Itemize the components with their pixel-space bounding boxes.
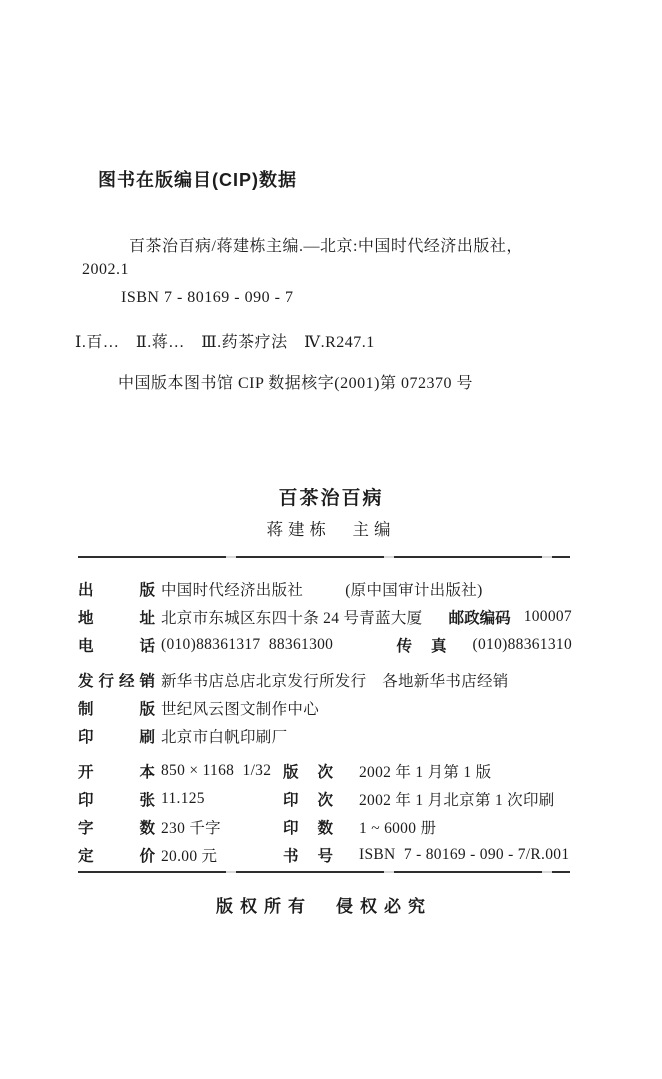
- row-note: (原中国审计出版社): [345, 582, 483, 599]
- row-label: 制版: [78, 701, 155, 718]
- copyright-notice: 版权所有 侵权必究: [216, 897, 432, 916]
- row-value-2: (010)88361310: [472, 636, 572, 653]
- colophon: [78, 575, 572, 869]
- row-value: 中国时代经济出版社: [161, 582, 304, 599]
- colophon-row-sheets-impression: [78, 785, 572, 813]
- row-value: 850 × 1168 1/32: [161, 762, 272, 779]
- row-label-2: 邮政编码: [448, 610, 511, 627]
- colophon-row-format-edition: [78, 757, 572, 785]
- row-value-2: 1 ~ 6000 册: [359, 820, 437, 837]
- row-label-2: 印数: [283, 820, 333, 837]
- row-label: 印张: [78, 792, 155, 809]
- colophon-row-address: [78, 603, 572, 631]
- row-value: 北京市白帆印刷厂: [161, 729, 288, 746]
- colophon-row-telephone: [78, 631, 572, 659]
- cip-isbn-line: ISBN 7 - 80169 - 090 - 7: [121, 289, 294, 306]
- colophon-row-distribution: [78, 666, 572, 694]
- colophon-row-printer: [78, 722, 572, 750]
- row-value: 北京市东城区东四十条 24 号青蓝大厦: [161, 610, 423, 627]
- cip-entry-line2: 2002.1: [82, 261, 129, 278]
- colophon-row-plate-making: [78, 694, 572, 722]
- row-value: 11.125: [161, 790, 205, 807]
- divider-rule-top: [78, 556, 570, 558]
- row-value: 世纪风云图文制作中心: [161, 701, 320, 718]
- row-value-2: 2002 年 1 月第 1 版: [359, 764, 492, 781]
- row-label: 电话: [78, 638, 155, 655]
- row-secondary-group: [397, 634, 572, 656]
- row-label: 发行经销: [78, 673, 155, 690]
- row-label: 字数: [78, 820, 155, 837]
- colophon-row-wordcount-copies: [78, 813, 572, 841]
- row-label-2: 印次: [283, 792, 333, 809]
- cip-classification-line: Ⅰ.百… Ⅱ.蒋… Ⅲ.药茶疗法 Ⅳ.R247.1: [75, 334, 375, 351]
- row-label: 印刷: [78, 729, 155, 746]
- row-label-2: 传真: [396, 638, 447, 655]
- row-value: 20.00 元: [161, 848, 218, 865]
- row-label: 开本: [78, 764, 155, 781]
- row-value-2: ISBN 7 - 80169 - 090 - 7/R.001: [359, 846, 570, 863]
- row-value: 新华书店总店北京发行所发行 各地新华书店经销: [161, 673, 509, 690]
- book-editor: 蒋建栋 主编: [266, 520, 396, 539]
- cip-record-line: 中国版本图书馆 CIP 数据核字(2001)第 072370 号: [118, 375, 473, 392]
- row-secondary-group: [449, 606, 572, 628]
- row-value: (010)88361317 88361300: [161, 636, 334, 653]
- cip-entry-line1: 百茶治百病/蒋建栋主编.—北京:中国时代经济出版社，: [129, 238, 523, 255]
- colophon-row-price-booknumber: [78, 841, 572, 869]
- row-label-2: 书号: [283, 848, 333, 865]
- divider-rule-bottom: [78, 871, 570, 873]
- row-value-2: 100007: [523, 608, 572, 625]
- colophon-row-publisher: [78, 575, 572, 603]
- row-label: 出版: [78, 582, 155, 599]
- row-label: 定价: [78, 848, 155, 865]
- row-label: 地址: [78, 610, 155, 627]
- row-value-2: 2002 年 1 月北京第 1 次印刷: [359, 792, 555, 809]
- row-label-2: 版次: [283, 764, 333, 781]
- cip-heading: 图书在版编目(CIP)数据: [98, 170, 297, 190]
- row-value: 230 千字: [161, 820, 221, 837]
- book-title: 百茶治百病: [278, 488, 384, 509]
